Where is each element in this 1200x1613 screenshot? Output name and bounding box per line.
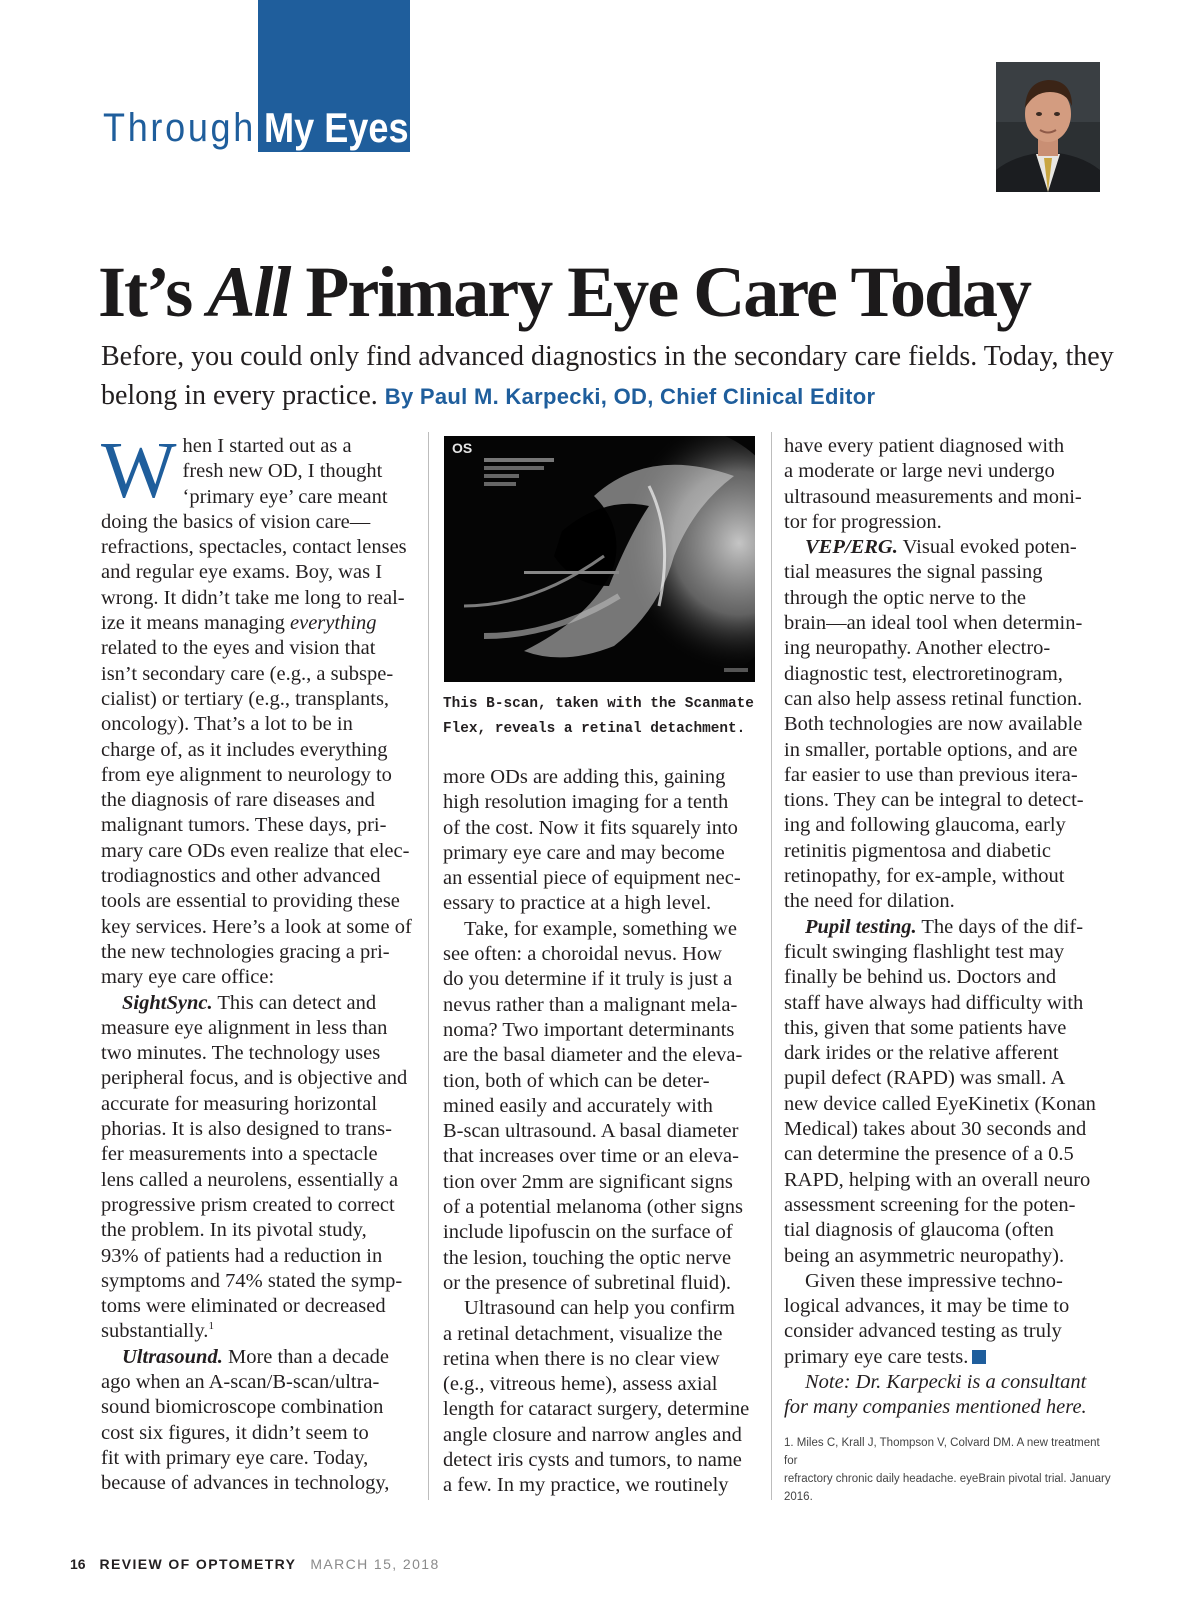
text-line: or the presence of subretinal fluid). (443, 1271, 732, 1294)
text-line: malignant tumors. These days, pri- (101, 814, 387, 837)
text-line: wrong. It didn’t take me long to real- (101, 586, 405, 609)
text-line: tor for progression. (784, 510, 942, 533)
subhead-ultrasound: Ultrasound. (122, 1345, 223, 1368)
text-line: phorias. It is also designed to trans- (101, 1118, 392, 1141)
text-run: substantially. (101, 1320, 209, 1343)
magazine-name: REVIEW OF OPTOMETRY (99, 1556, 297, 1572)
text-line: that increases over time or an eleva- (443, 1145, 739, 1168)
text-line: brain—an ideal tool when determin- (784, 612, 1083, 635)
text-line: ing neuropathy. Another electro- (784, 637, 1051, 660)
text-line: consider advanced testing as truly (784, 1320, 1062, 1343)
scan-eye-label: OS (452, 440, 473, 456)
text-line: ficult swinging flashlight test may (784, 940, 1065, 963)
text-line: in smaller, portable options, and are (784, 738, 1078, 761)
text-line: ago when an A-scan/B-scan/ultra- (101, 1370, 380, 1393)
text-line: include lipofuscin on the surface of (443, 1221, 733, 1244)
text-line (101, 991, 421, 1016)
text-line (784, 1345, 1104, 1370)
text-line: a retinal detachment, visualize the (443, 1322, 723, 1345)
section-kicker (103, 104, 273, 152)
text-line: and regular eye exams. Boy, was I (101, 561, 383, 584)
text-line: trodiagnostics and other advanced (101, 865, 381, 888)
text-line: progressive prism created to correct (101, 1193, 395, 1216)
text-line: Ultrasound can help you confirm (464, 1297, 735, 1320)
text-line: ‘primary eye’ care meant (182, 485, 388, 508)
text-line: retina when there is no clear view (443, 1347, 720, 1370)
text-run: The days of the dif- (916, 915, 1084, 938)
text-line: the need for dilation. (784, 890, 955, 913)
text-run: More than a decade (222, 1345, 390, 1368)
text-line (784, 535, 1104, 560)
text-line: logical advances, it may be time to (784, 1295, 1070, 1318)
end-mark-icon (972, 1350, 986, 1364)
text-line: doing the basics of vision care— (101, 510, 371, 533)
disclosure-note: Note: Dr. Karpecki is a consultant (805, 1370, 1087, 1393)
text-line: noma? Two important determinants (443, 1018, 735, 1041)
article-deck (101, 337, 1121, 416)
text-line: measure eye alignment in less than (101, 1016, 388, 1039)
text-line: this, given that some patients have (784, 1016, 1067, 1039)
title-text: It’s (98, 252, 208, 332)
text-line (784, 915, 1104, 940)
text-line: refractions, spectacles, contact lenses (101, 536, 407, 559)
text-line: ultrasound measurements and moni- (784, 485, 1082, 508)
text-line: retinopathy, for ex-ample, without (784, 865, 1065, 888)
text-line: primary eye care and may become (443, 841, 725, 864)
text-line: oncology). That’s a lot to be in (101, 713, 353, 736)
text-line: tial measures the signal passing (784, 561, 1043, 584)
text-line: Both technologies are now available (784, 713, 1083, 736)
text-line: Given these impressive techno- (805, 1269, 1063, 1292)
text-line: cialist) or tertiary (e.g., transplants, (101, 687, 390, 710)
deck-text: Before, you could only find advanced diagnostics in the secondary care fields. Today, they belong in every practice. (101, 341, 1114, 411)
emphasis: everything (290, 612, 377, 635)
text-line: from eye alignment to neurology to (101, 763, 392, 786)
page-number: 16 (70, 1556, 86, 1572)
issue-date: MARCH 15, 2018 (310, 1556, 440, 1572)
text-line: Medical) takes about 30 seconds and (784, 1118, 1087, 1141)
text-run: Visual evoked poten- (897, 536, 1077, 559)
text-line: essary to practice at a high level. (443, 892, 712, 915)
text-line: high resolution imaging for a tenth (443, 791, 729, 814)
text-line: tion over 2mm are significant signs (443, 1170, 733, 1193)
text-line: the diagnosis of rare diseases and (101, 789, 375, 812)
disclosure-note: for many companies mentioned here. (784, 1396, 1087, 1419)
text-line: the new technologies gracing a pri- (101, 940, 390, 963)
author-photo (996, 62, 1100, 192)
text-line: mined easily and accurately with (443, 1094, 713, 1117)
text-run: primary eye care tests. (784, 1345, 969, 1368)
text-line: mary care ODs even realize that elec- (101, 839, 410, 862)
text-line (101, 1319, 421, 1344)
drop-cap: W (101, 427, 177, 515)
text-line: do you determine if it truly is just a (443, 968, 733, 991)
text-line: are the basal diameter and the eleva- (443, 1044, 743, 1067)
text-line: because of advances in technology, (101, 1472, 390, 1495)
subhead-vep-erg: VEP/ERG. (805, 536, 898, 559)
text-line: tools are essential to providing these (101, 890, 400, 913)
text-line: retinitis pigmentosa and diabetic (784, 839, 1052, 862)
section-kicker-light: Through (103, 106, 256, 150)
text-run: ize it means managing (101, 612, 290, 635)
text-line: cost six figures, it didn’t seem to (101, 1421, 369, 1444)
text-line: tial diagnosis of glaucoma (often (784, 1219, 1054, 1242)
title-italic-word: All (207, 252, 290, 332)
text-line: isn’t secondary care (e.g., a subspe- (101, 662, 394, 685)
text-line: tion, both of which can be deter- (443, 1069, 710, 1092)
text-line: through the optic nerve to the (784, 586, 1026, 609)
text-line (101, 611, 421, 636)
text-line: ing and following glaucoma, early (784, 814, 1066, 837)
text-line: key services. Here’s a look at some of (101, 915, 412, 938)
text-line: fresh new OD, I thought (182, 460, 383, 483)
text-line: angle closure and narrow angles and (443, 1423, 742, 1446)
text-line: length for cataract surgery, determine (443, 1398, 750, 1421)
text-line: two minutes. The technology uses (101, 1042, 381, 1065)
page-footer (70, 1556, 440, 1572)
footnote (784, 1434, 1114, 1506)
text-line: B-scan ultrasound. A basal diameter (443, 1120, 739, 1143)
article-title (98, 250, 1118, 334)
text-line: accurate for measuring horizontal (101, 1092, 378, 1115)
subhead-sightsync: SightSync. (122, 991, 213, 1014)
text-line: assessment screening for the poten- (784, 1193, 1076, 1216)
text-line: a moderate or large nevi undergo (784, 460, 1055, 483)
text-line: peripheral focus, and is objective and (101, 1067, 408, 1090)
text-line: diagnostic test, electroretinogram, (784, 662, 1063, 685)
text-line: have every patient diagnosed with (784, 435, 1065, 457)
text-line: toms were eliminated or decreased (101, 1295, 386, 1318)
text-line: mary eye care office: (101, 966, 275, 989)
text-line: RAPD, helping with an overall neuro (784, 1168, 1091, 1191)
footnote-line: refractory chronic daily headache. eyeBrain pivotal trial. January (784, 1473, 1111, 1485)
footnote-line: 2016. (784, 1491, 813, 1503)
text-line: of the cost. Now it fits squarely into (443, 816, 738, 839)
text-line: charge of, as it includes everything (101, 738, 388, 761)
column-divider (771, 432, 772, 1500)
text-line: nevus rather than a malignant mela- (443, 993, 738, 1016)
text-line: Take, for example, something we (464, 917, 737, 940)
body-column-1 (101, 427, 421, 1496)
text-line: dark irides or the relative afferent (784, 1042, 1059, 1065)
text-line: a few. In my practice, we routinely (443, 1474, 729, 1497)
text-line: more ODs are adding this, gaining (443, 766, 726, 788)
figure-caption: This B-scan, taken with the Scanmate Flex, reveals a retinal detachment. (443, 696, 754, 737)
byline: By Paul M. Karpecki, OD, Chief Clinical Editor (384, 384, 876, 409)
text-line: (e.g., vitreous heme), assess axial (443, 1373, 718, 1396)
text-run: This can detect and (212, 991, 377, 1014)
text-line: the lesion, touching the optic nerve (443, 1246, 732, 1269)
text-line: can determine the presence of a 0.5 (784, 1143, 1074, 1166)
text-line: far easier to use than previous itera- (784, 763, 1078, 786)
body-column-3 (784, 434, 1104, 1421)
text-line: symptoms and 74% stated the symp- (101, 1269, 403, 1292)
text-line: fit with primary eye care. Today, (101, 1446, 369, 1469)
text-line: lens called a neurolens, essentially a (101, 1168, 399, 1191)
text-line: fer measurements into a spectacle (101, 1143, 378, 1166)
body-column-2 (443, 765, 763, 1499)
text-line (101, 1345, 421, 1370)
subhead-pupil-testing: Pupil testing. (805, 915, 917, 938)
text-line: the problem. In its pivotal study, (101, 1219, 367, 1242)
text-line: new device called EyeKinetix (Konan (784, 1092, 1096, 1115)
text-line: can also help assess retinal function. (784, 687, 1083, 710)
text-line: pupil defect (RAPD) was small. A (784, 1067, 1066, 1090)
text-line: finally be behind us. Doctors and (784, 966, 1057, 989)
column-divider (428, 432, 429, 1500)
text-line: sound biomicroscope combination (101, 1396, 384, 1419)
text-line: an essential piece of equipment nec- (443, 867, 741, 890)
text-line: tions. They can be integral to detect- (784, 789, 1084, 812)
text-line: hen I started out as a (182, 435, 352, 457)
text-line: being an asymmetric neuropathy). (784, 1244, 1065, 1267)
footnote-ref: 1 (208, 1320, 214, 1333)
text-line: 93% of patients had a reduction in (101, 1244, 383, 1267)
text-line: related to the eyes and vision that (101, 637, 376, 660)
text-line: of a potential melanoma (other signs (443, 1196, 744, 1219)
section-kicker-bold: My Eyes (264, 104, 409, 151)
text-line: detect iris cysts and tumors, to name (443, 1449, 742, 1472)
bscan-image (444, 436, 755, 682)
text-line: see often: a choroidal nevus. How (443, 943, 722, 966)
text-line: staff have always had difficulty with (784, 991, 1084, 1014)
title-text-rest: Primary Eye Care Today (289, 252, 1030, 332)
footnote-line: 1. Miles C, Krall J, Thompson V, Colvard DM. A new treatment for (784, 1437, 1100, 1467)
